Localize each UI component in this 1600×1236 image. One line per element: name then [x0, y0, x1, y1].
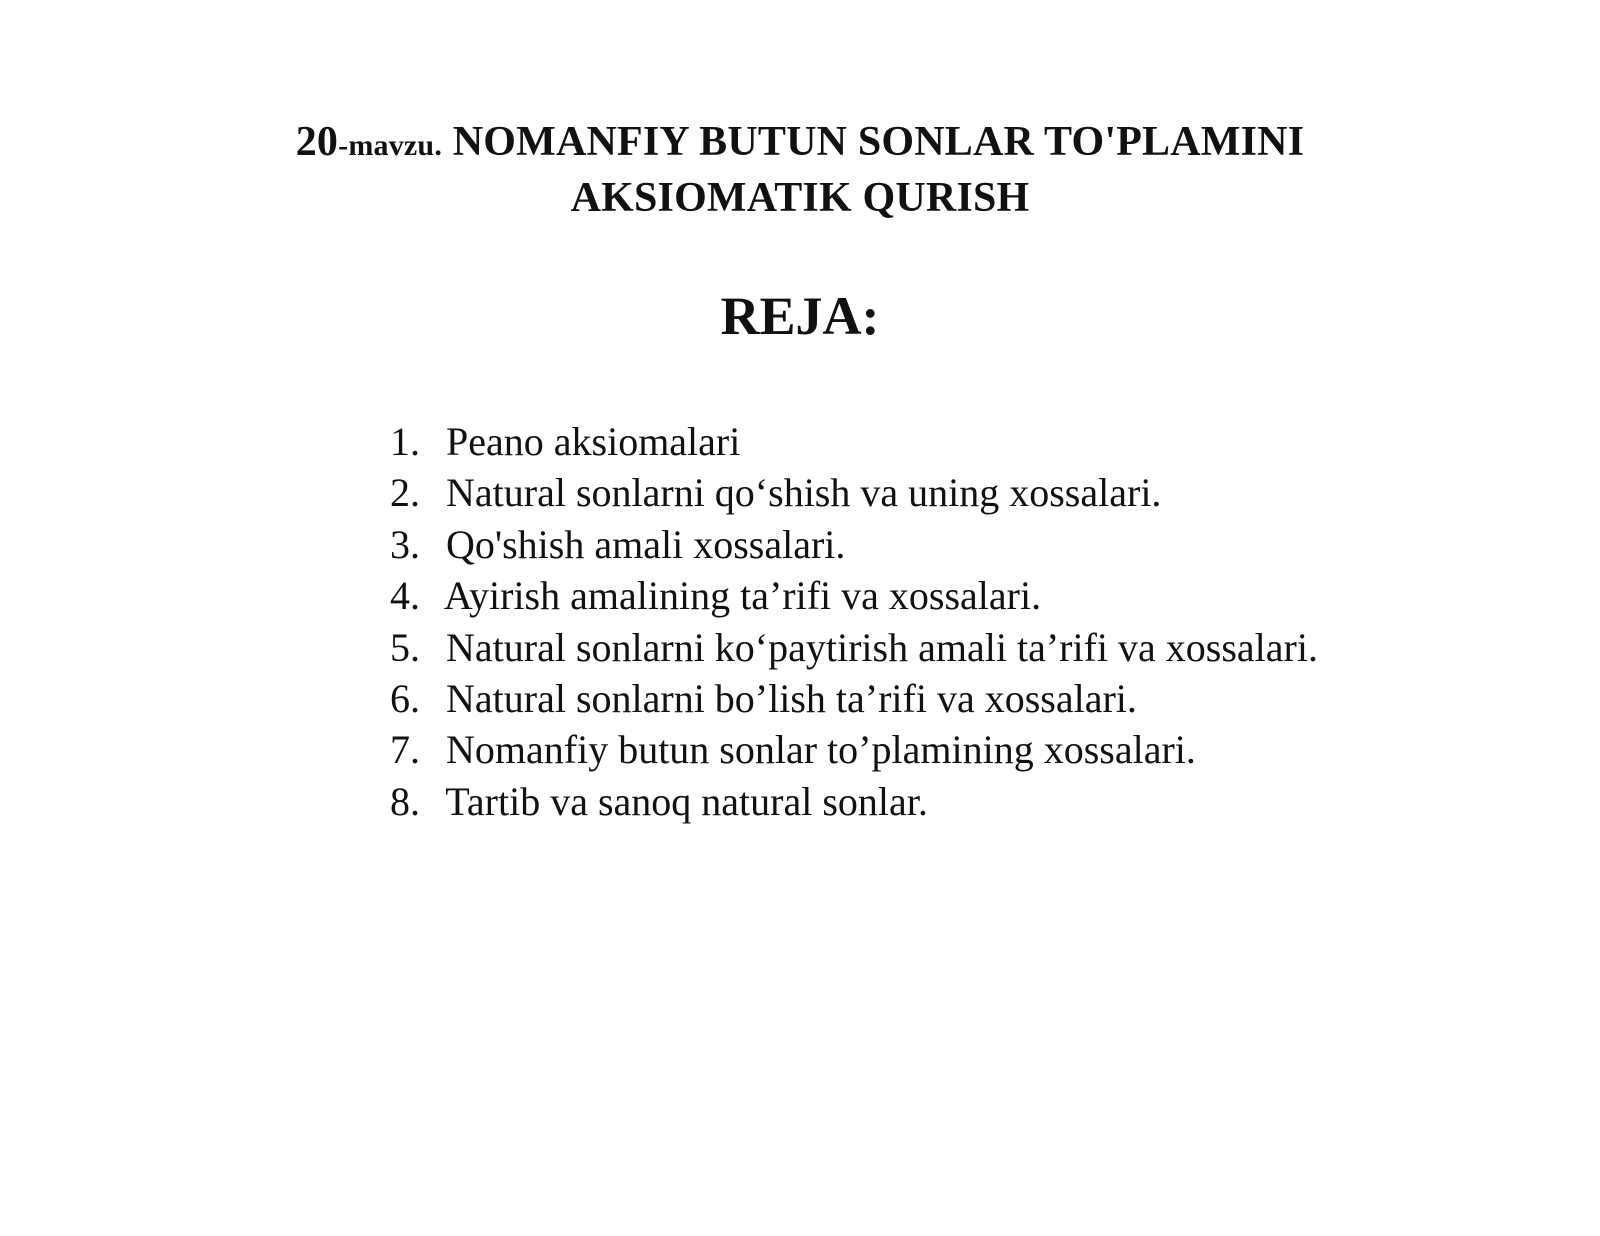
title-line-1-text: NOMANFIY BUTUN SONLAR TO'PLAMINI	[442, 119, 1305, 165]
list-item-number: 4.	[390, 573, 420, 619]
plan-list	[390, 416, 1318, 827]
list-item	[390, 570, 1318, 621]
title-number: 20	[295, 119, 339, 165]
list-item	[390, 416, 1318, 467]
title-line-2: AKSIOMATIK QURISH	[570, 175, 1030, 221]
list-item-text: Natural sonlarni ko‘paytirish amali ta’rifi va xossalari.	[446, 624, 1318, 670]
list-item-text: Peano aksiomalari	[446, 419, 741, 464]
list-item	[390, 673, 1318, 724]
list-item	[390, 776, 1318, 827]
list-item-number: 6.	[390, 676, 420, 722]
title-line-1	[0, 116, 1600, 172]
list-item-number: 8.	[390, 778, 420, 824]
list-item	[390, 467, 1318, 518]
list-item-text: Natural sonlarni qo‘shish va uning xossalari.	[446, 470, 1162, 516]
list-item-number: 5.	[390, 624, 420, 670]
list-item-text: Tartib va sanoq natural sonlar.	[445, 778, 928, 824]
list-item-number: 3.	[390, 521, 420, 567]
list-item-number: 2.	[390, 470, 420, 516]
list-item	[390, 519, 1318, 570]
list-item-text: Nomanfiy butun sonlar to’plamining xossalari.	[446, 727, 1196, 773]
list-item	[390, 622, 1318, 673]
document-title	[0, 116, 1600, 224]
list-item-text: Natural sonlarni bo’lish ta’rifi va xossalari.	[446, 676, 1137, 722]
list-item	[390, 724, 1318, 775]
list-item-number: 7.	[390, 727, 420, 773]
list-item-number: 1.	[390, 419, 420, 464]
list-item-text: Qo'shish amali xossalari.	[446, 521, 846, 567]
plan-heading: REJA:	[720, 286, 880, 346]
title-topic-word: -mavzu.	[338, 129, 443, 162]
list-item-text: Ayirish amalining ta’rifi va xossalari.	[443, 573, 1042, 619]
